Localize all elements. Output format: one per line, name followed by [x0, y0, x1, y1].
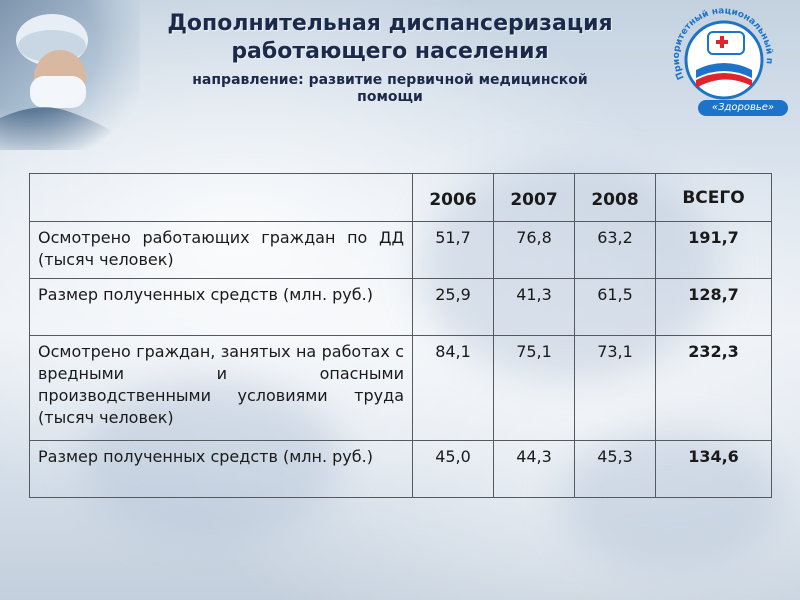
cell-total: 134,6 [656, 441, 772, 498]
row-label: Размер полученных средств (млн. руб.) [30, 441, 413, 498]
cell-2007: 75,1 [494, 336, 575, 441]
row-label: Осмотрено граждан, занятых на работах с вредными и опасными производственными условиями труда (тысяч человек) [30, 336, 413, 441]
logo-caption: «Здоровье» [698, 100, 788, 116]
cell-2008: 61,5 [575, 279, 656, 336]
cell-total: 232,3 [656, 336, 772, 441]
table-row [30, 441, 772, 498]
subtitle-line-1: направление: развитие первичной медицинской [192, 72, 588, 88]
table-row [30, 279, 772, 336]
cell-2008: 45,3 [575, 441, 656, 498]
doctor-photo [0, 0, 140, 150]
subtitle-line-2: помощи [357, 89, 423, 105]
table-header-total: ВСЕГО [656, 174, 772, 222]
cell-total: 128,7 [656, 279, 772, 336]
table-row [30, 222, 772, 279]
title-line-2: работающего населения [231, 39, 549, 64]
row-label: Размер полученных средств (млн. руб.) [30, 279, 413, 336]
cell-2006: 45,0 [413, 441, 494, 498]
health-project-logo [654, 8, 794, 116]
table-header-row [30, 174, 772, 222]
cell-2007: 41,3 [494, 279, 575, 336]
logo-arc-text: Приоритетный национальный п [671, 8, 774, 81]
cell-2006: 25,9 [413, 279, 494, 336]
table-header-empty [30, 174, 413, 222]
cell-2006: 51,7 [413, 222, 494, 279]
cell-2008: 63,2 [575, 222, 656, 279]
title-line-1: Дополнительная диспансеризация [167, 11, 613, 36]
table-header-2008: 2008 [575, 174, 656, 222]
cell-2008: 73,1 [575, 336, 656, 441]
table-header-2007: 2007 [494, 174, 575, 222]
cell-2007: 76,8 [494, 222, 575, 279]
slide-title [140, 10, 640, 106]
cell-total: 191,7 [656, 222, 772, 279]
row-label: Осмотрено работающих граждан по ДД (тысяч человек) [30, 222, 413, 279]
table-row [30, 336, 772, 441]
table-header-2006: 2006 [413, 174, 494, 222]
cell-2007: 44,3 [494, 441, 575, 498]
dispensarization-table [29, 173, 772, 498]
cell-2006: 84,1 [413, 336, 494, 441]
